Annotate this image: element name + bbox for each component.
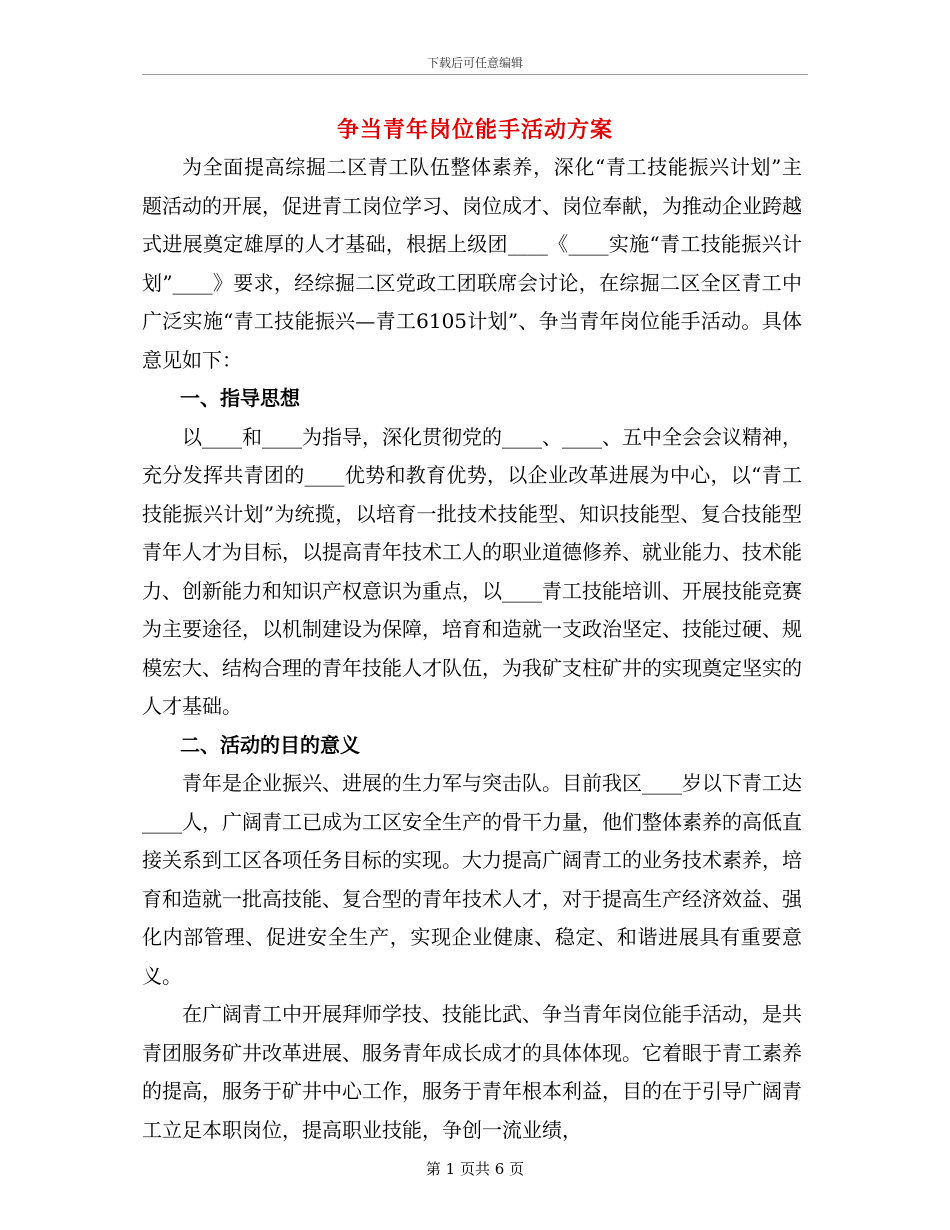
section-heading-guiding-thought: 一、指导思想 — [180, 386, 300, 410]
header-divider — [142, 74, 808, 75]
page-number: 第 1 页共 6 页 — [425, 1160, 525, 1178]
document-body — [142, 148, 802, 1149]
intro-paragraph: 为全面提高综掘二区青工队伍整体素养，深化“青工技能振兴计划”主题活动的开展，促进青工岗位学习、岗位成才、岗位奉献，为推动企业跨越式进展奠定雄厚的人才基础，根据上级团____《____实施“青工技能振兴计划”____》要求，经综掘二区党政工团联席会讨论，在综掘二区全区青工中广泛实施“青工技能振兴—青工6105计划”、争当青年岗位能手活动。具体意见如下： — [142, 155, 802, 372]
section-heading-purpose: 二、活动的目的意义 — [180, 732, 360, 757]
page-header-note: 下载后可任意编辑 — [426, 56, 523, 70]
guiding-thought-paragraph: 以____和____为指导，深化贯彻党的____、____、五中全会会议精神，充分发挥共青团的____优势和教育优势，以企业改革进展为中心，以“青工技能振兴计划”为统揽，以培育一批技术技能型、知识技能型、复合技能型青年人才为目标，以提高青年技术工人的职业道德修养、就业能力、技术能力、创新能力和知识产权意识为重点，以____青工技能培训、开展技能竞赛为主要途径，以机制建设为保障，培育和造就一支政治坚定、技能过硬、规模宏大、结构合理的青年技能人才队伍，为我矿支柱矿井的实现奠定坚实的人才基础。 — [142, 424, 802, 718]
purpose-paragraph-2: 在广阔青工中开展拜师学技、技能比武、争当青年岗位能手活动，是共青团服务矿井改革进展、服务青年成长成才的具体体现。它着眼于青工素养的提高，服务于矿井中心工作，服务于青年根本利益，目的在于引导广阔青工立足本职岗位，提高职业技能，争创一流业绩， — [142, 1002, 802, 1142]
purpose-paragraph-1: 青年是企业振兴、进展的生力军与突击队。目前我区____岁以下青工达____人，广阔青工已成为工区安全生产的骨干力量，他们整体素养的高低直接关系到工区各项任务目标的实现。大力提高广阔青工的业务技术素养，培育和造就一批高技能、复合型的青年技术人才，对于提高生产经济效益、强化内部管理、促进安全生产，实现企业健康、稳定、和谐进展具有重要意义。 — [142, 771, 802, 988]
document-title: 争当青年岗位能手活动方案 — [336, 117, 613, 143]
